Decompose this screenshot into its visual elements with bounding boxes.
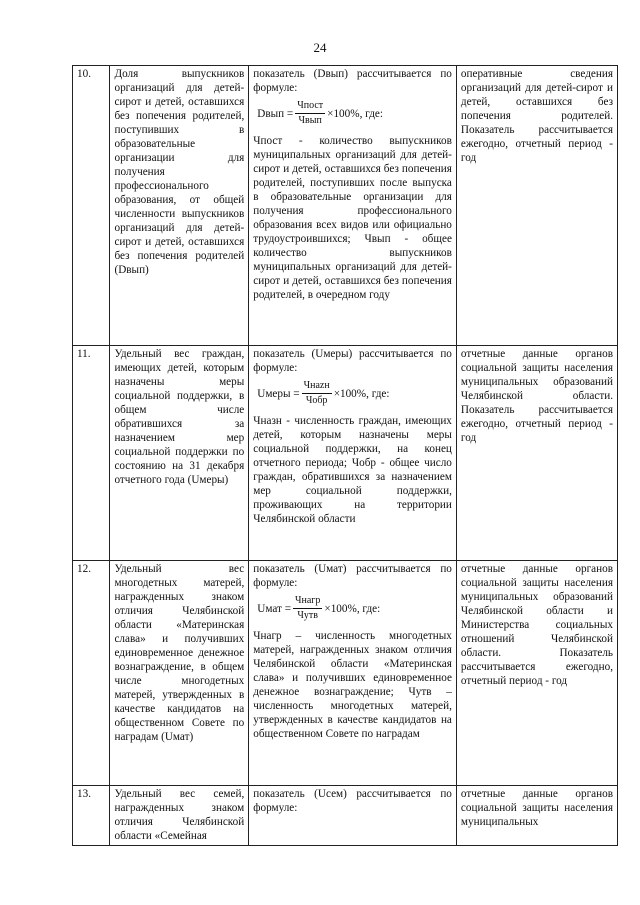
formula-numerator: Чнагр (293, 594, 322, 609)
formula-fraction (302, 379, 332, 408)
method-intro: показатель (Uмат) рассчитывается по формуле: (253, 563, 452, 589)
indicator-name: Удельный вес граждан, имеющих детей, которым назначены меры социальной поддержки, в общем числе обратившихся за назначением мер социальной поддержки по состоянию на 31 декабря отчетного года (Uмеры) (110, 346, 249, 561)
formula (257, 594, 452, 623)
row-number: 13. (73, 786, 110, 846)
formula-lhs: Uмат = (257, 602, 292, 615)
formula-numerator: Чнazн (302, 379, 332, 394)
formula (257, 99, 452, 128)
row-number: 12. (73, 561, 110, 786)
data-source: оперативные сведения организаций для детей-сирот и детей, оставшихся без попечения родителей. Показатель рассчитывается ежегодно, отчетный период - год (456, 66, 617, 346)
method-body: Чпост - количество выпускников муниципальных организаций для детей-сирот и детей, оставшихся без попечения родителей, поступивших после выпуска в образовательные организации для получения профессионального образования всех видов или официально трудоустроившихся; Чвып - общее количество выпускников муниципальных организаций для детей-сирот и детей, оставшихся без попечения родителей, в очередном году (253, 135, 452, 301)
calculation-method (249, 786, 457, 846)
method-body: Чнагр – численность многодетных матерей, награжденных знаком отличия Челябинской области «Материнская слава» и получивших единовременное денежное вознаграждение; Чутв – численность многодетных матерей, утвержденных в качестве кандидатов на общественном Совете по наградам (253, 630, 452, 740)
data-source: отчетные данные органов социальной защиты населения муниципальных (456, 786, 617, 846)
formula-denominator: Чутв (297, 610, 318, 621)
data-source: отчетные данные органов социальной защиты населения муниципальных образований Челябинской области. Показатель рассчитывается ежегодно, отчетный период - год (456, 346, 617, 561)
formula-fraction (293, 594, 322, 623)
formula-fraction (295, 99, 325, 128)
page-number: 24 (313, 40, 327, 55)
method-intro: показатель (Dвып) рассчитывается по формуле: (253, 68, 452, 94)
calculation-method (249, 346, 457, 561)
indicator-name: Удельный вес многодетных матерей, награжденных знаком отличия Челябинской области «Материнская слава» и получивших единовременное денежное вознаграждение, в общем числе многодетных матерей, утвержденных в качестве кандидатов на общественном Совете по наградам (Uмат) (110, 561, 249, 786)
indicator-table (72, 65, 618, 846)
method-body: Чназн - численность граждан, имеющих детей, которым назначены меры социальной поддержки, на конец отчетного периода; Чобр - общее число граждан, обратившихся за назначением мер социальной поддержки, проживающих на территории Челябинской области (253, 415, 452, 525)
row-number: 11. (73, 346, 110, 561)
formula-rhs: ×100%, где: (333, 387, 390, 400)
method-intro: показатель (Uсем) рассчитывается по формуле: (253, 788, 452, 814)
indicator-name: Удельный вес семей, награжденных знаком отличия Челябинской области «Семейная (110, 786, 249, 846)
calculation-method (249, 66, 457, 346)
formula-denominator: Чобр (305, 395, 328, 406)
formula-denominator: Чвып (298, 115, 322, 126)
table-row (73, 561, 618, 786)
formula-rhs: ×100%, где: (327, 107, 383, 120)
calculation-method (249, 561, 457, 786)
data-source: отчетные данные органов социальной защиты населения муниципальных образований Челябинской области и Министерства социальных отношений Челябинской области. Показатель рассчитывается ежегодно, отчетный период - год (456, 561, 617, 786)
formula-numerator: Чпост (295, 99, 325, 114)
formula (257, 379, 452, 408)
table-row (73, 66, 618, 346)
indicator-name: Доля выпускников организаций для детей-сирот и детей, оставшихся без попечения родителей, поступивших в образовательные организации для получения профессионального образования, от общей численности выпускников организаций для детей-сирот и детей, оставшихся без попечения родителей (Dвып) (110, 66, 249, 346)
formula-rhs: ×100%, где: (324, 602, 381, 615)
table-row (73, 346, 618, 561)
formula-lhs: Dвып = (257, 107, 294, 120)
table-row (73, 786, 618, 846)
row-number: 10. (73, 66, 110, 346)
formula-lhs: Uмеры = (257, 387, 300, 400)
method-intro: показатель (Uмеры) рассчитывается по формуле: (253, 348, 452, 374)
